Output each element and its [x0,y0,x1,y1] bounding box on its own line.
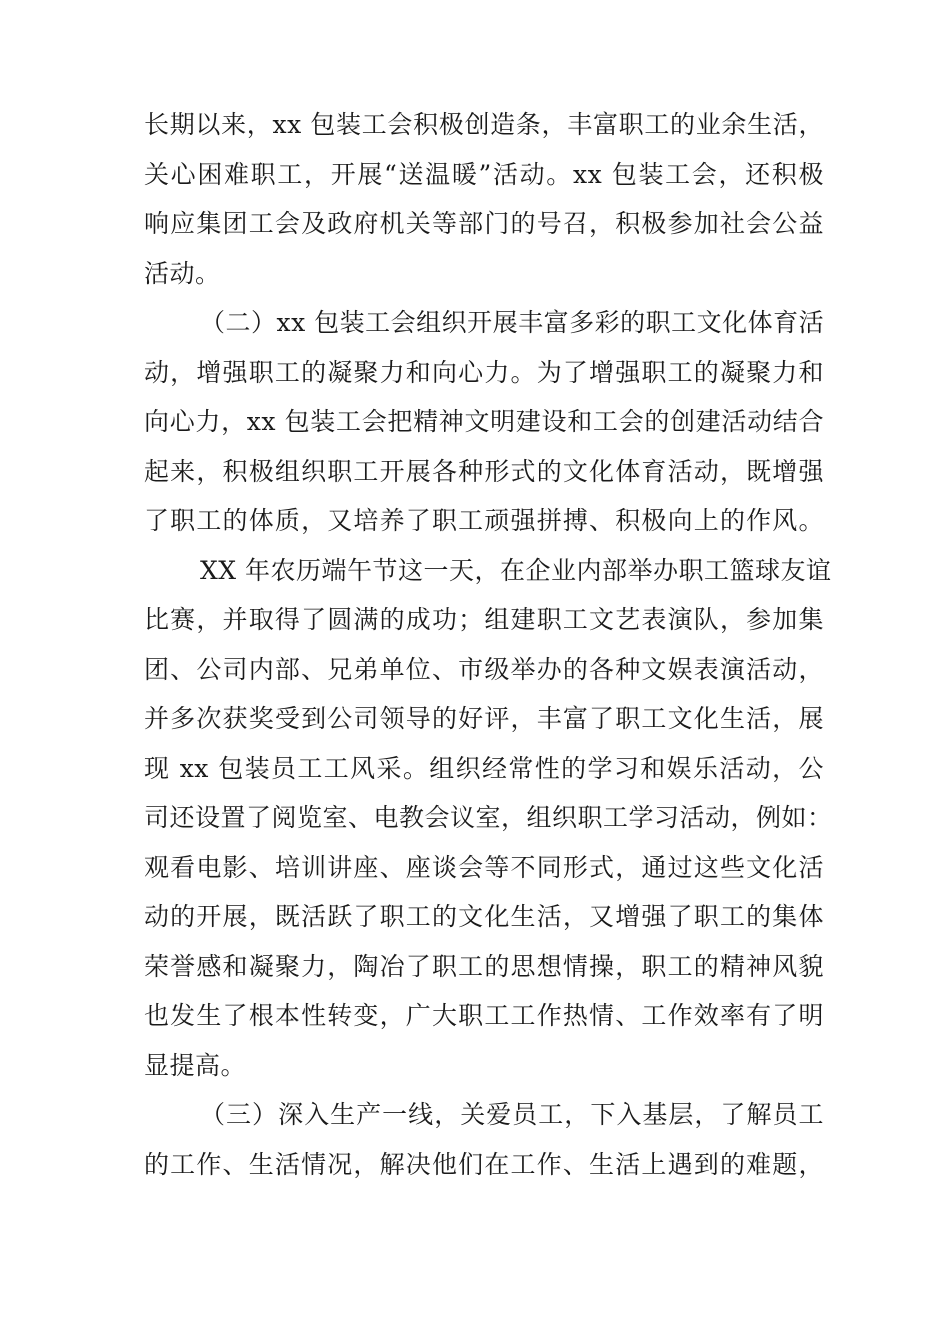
paragraph-4 [144,1090,824,1189]
paragraph-line: 显提高。 [144,1050,247,1080]
paragraph-1 [144,100,824,298]
paragraph-line: 现 xx 包装员工工风采。组织经常性的学习和娱乐活动，公 [144,753,824,783]
paragraph-line: 动的开展，既活跃了职工的文化生活，又增强了职工的集体 [144,902,824,931]
paragraph-line: 活动。 [144,258,221,288]
document-body [144,100,833,1189]
paragraph-line: XX 年农历端午节这一天，在企业内部举办职工篮球友谊 [200,555,832,585]
paragraph-line: 动，增强职工的凝聚力和向心力。为了增强职工的凝聚力和 [144,357,824,387]
paragraph-line: 关心困难职工，开展“送温暖”活动。xx 包装工会，还积极 [144,159,824,189]
paragraph-line: 起来，积极组织职工开展各种形式的文化体育活动，既增强 [144,456,824,486]
paragraph-2 [144,298,824,546]
paragraph-line: 并多次获奖受到公司领导的好评，丰富了职工文化生活，展 [144,704,824,733]
paragraph-line: （二）xx 包装工会组织开展丰富多彩的职工文化体育活 [200,308,825,337]
paragraph-line: 比赛，并取得了圆满的成功；组建职工文艺表演队，参加集 [144,605,824,634]
paragraph-line: 响应集团工会及政府机关等部门的号召，积极参加社会公益 [144,209,824,238]
paragraph-line: 司还设置了阅览室、电教会议室，组织职工学习活动，例如： [144,803,833,832]
paragraph-3 [144,546,833,1091]
paragraph-line: （三）深入生产一线，关爱员工，下入基层，了解员工 [200,1100,824,1129]
paragraph-line: 向心力，xx 包装工会把精神文明建设和工会的创建活动结合 [144,407,824,436]
paragraph-line: 了职工的体质，又培养了职工顽强拼搏、积极向上的作风。 [144,506,824,535]
paragraph-line: 也发生了根本性转变，广大职工工作热情、工作效率有了明 [144,1001,824,1030]
paragraph-line: 团、公司内部、兄弟单位、市级举办的各种文娱表演活动， [144,654,824,684]
paragraph-line: 荣誉感和凝聚力，陶冶了职工的思想情操，职工的精神风貌 [144,951,824,981]
paragraph-line: 观看电影、培训讲座、座谈会等不同形式，通过这些文化活 [144,852,824,882]
paragraph-line: 的工作、生活情况，解决他们在工作、生活上遇到的难题， [144,1149,824,1179]
paragraph-line: 长期以来，xx 包装工会积极创造条，丰富职工的业余生活， [144,110,824,139]
